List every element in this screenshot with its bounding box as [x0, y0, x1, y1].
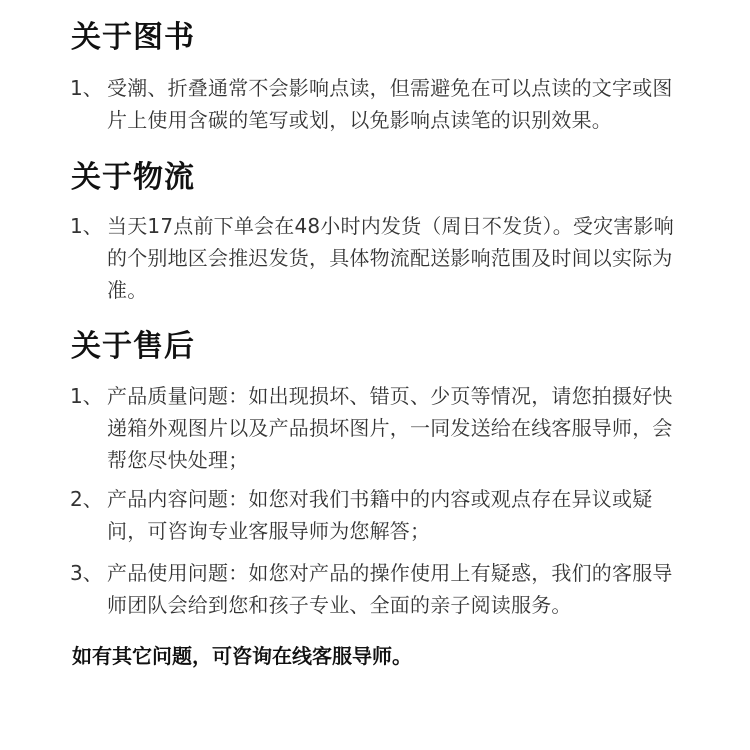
item-number: 1、 — [70, 384, 103, 408]
footer-note: 如有其它问题，可咨询在线客服导师。 — [72, 644, 412, 668]
item-number: 1、 — [70, 76, 103, 100]
item-text: 受潮、折叠通常不会影响点读，但需避免在可以点读的文字或图片上使用含碳的笔写或划，以免影响点读笔的识别效果。 — [107, 76, 673, 132]
list-item-aftersales-2 — [70, 483, 690, 547]
section-title-aftersales: 关于售后 — [71, 329, 195, 364]
section-title-logistics: 关于物流 — [71, 160, 195, 195]
item-text: 产品使用问题：如您对产品的操作使用上有疑惑，我们的客服导师团队会给到您和孩子专业、全面的亲子阅读服务。 — [107, 561, 673, 617]
list-item-books-1 — [70, 72, 690, 136]
item-text: 产品质量问题：如出现损坏、错页、少页等情况，请您拍摄好快递箱外观图片以及产品损坏图片，一同发送给在线客服导师，会帮您尽快处理； — [107, 384, 673, 472]
item-number: 2、 — [70, 487, 103, 511]
item-number: 3、 — [70, 561, 103, 585]
list-item-aftersales-3 — [70, 557, 690, 621]
item-text: 产品内容问题：如您对我们书籍中的内容或观点存在异议或疑问，可咨询专业客服导师为您解答； — [107, 487, 653, 543]
item-text: 当天17点前下单会在48小时内发货（周日不发货）。受灾害影响的个别地区会推迟发货，具体物流配送影响范围及时间以实际为准。 — [107, 214, 674, 302]
item-number: 1、 — [70, 214, 103, 238]
list-item-aftersales-1 — [70, 380, 690, 476]
list-item-logistics-1 — [70, 210, 690, 306]
section-title-books: 关于图书 — [71, 20, 195, 55]
